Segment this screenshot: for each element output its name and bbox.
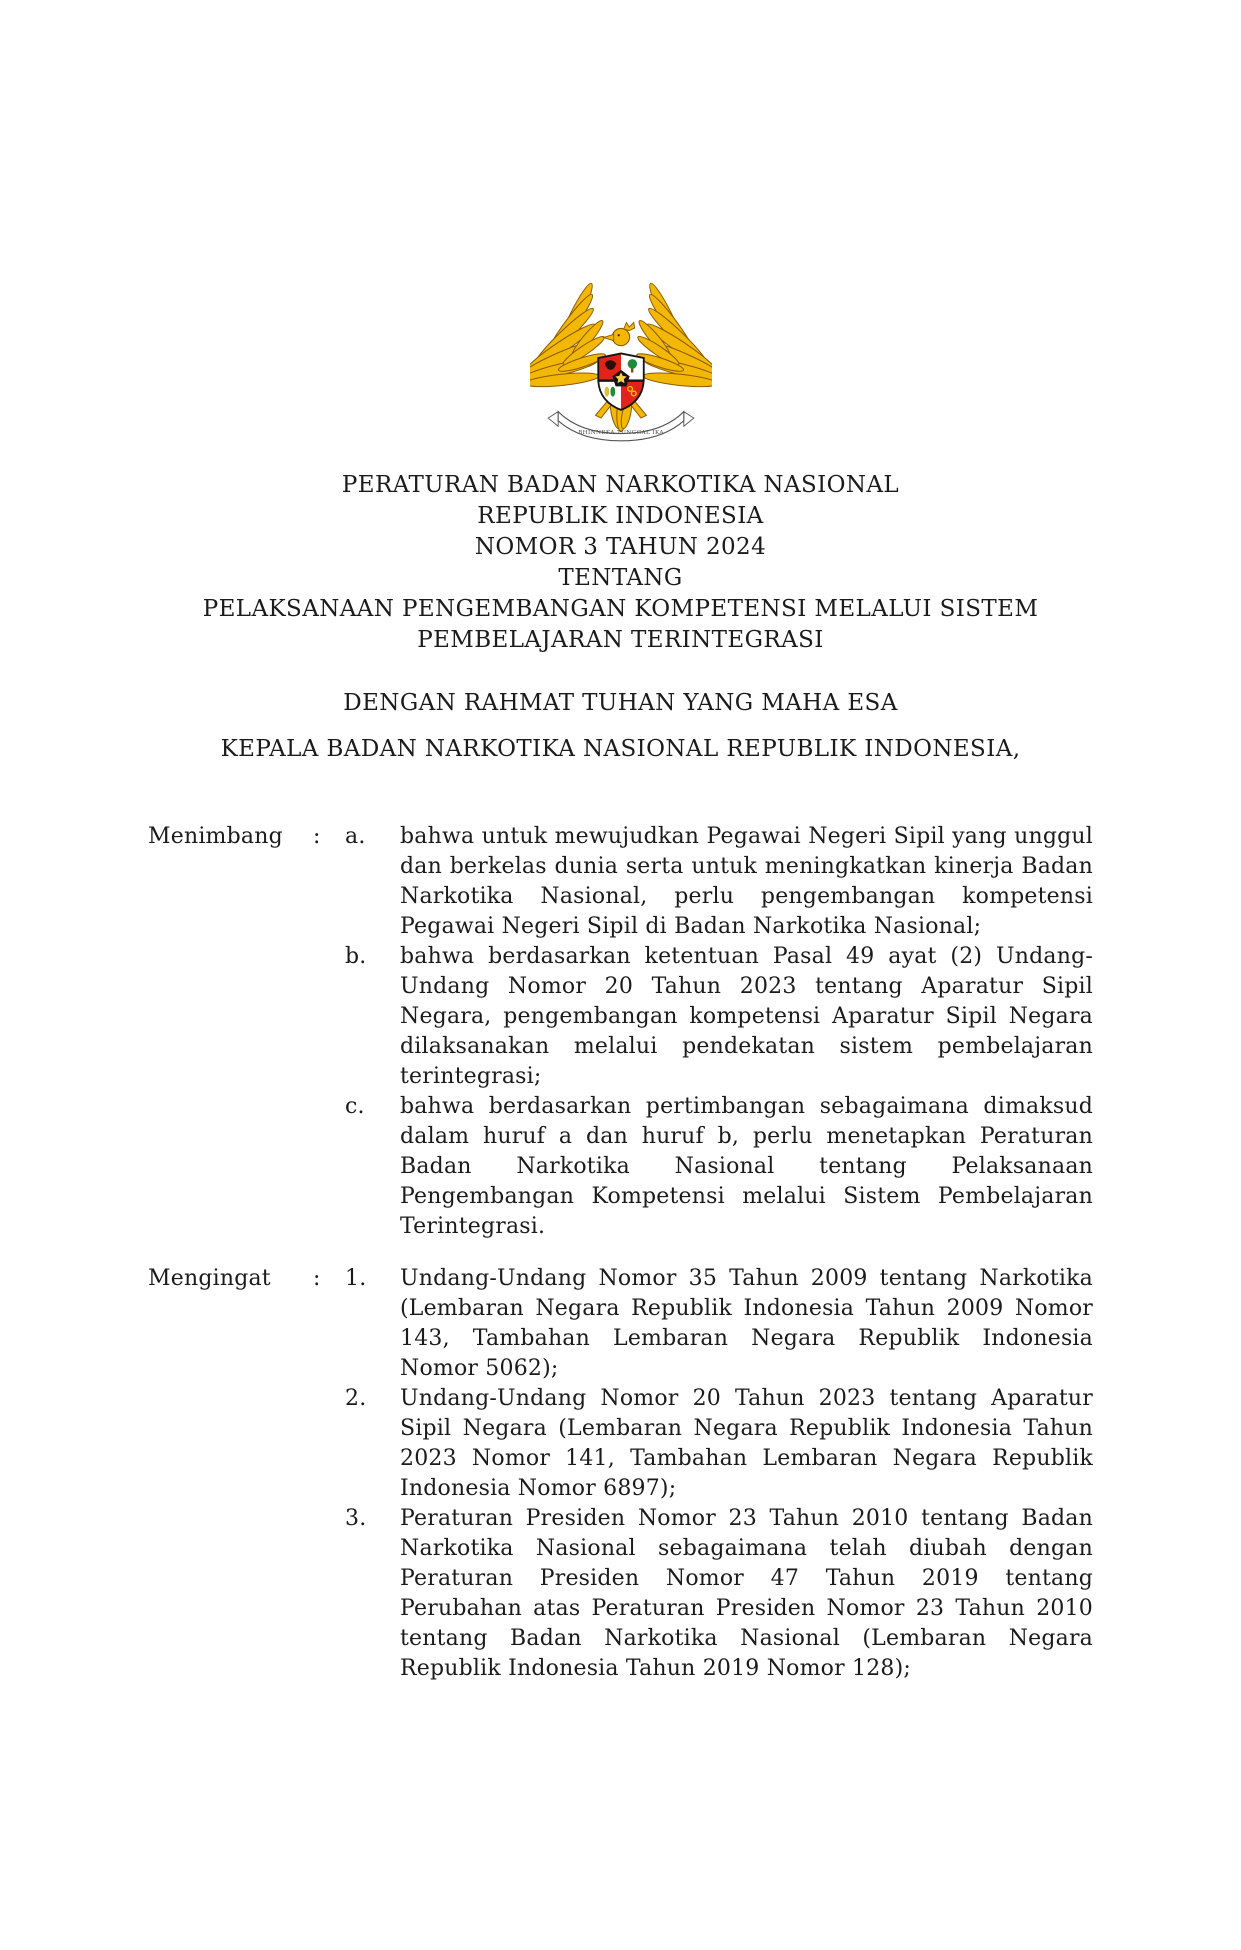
section-label: Mengingat — [148, 1266, 271, 1291]
title-line-regulation: PERATURAN BADAN NARKOTIKA NASIONAL — [341, 472, 900, 498]
invocation-line: DENGAN RAHMAT TUHAN YANG MAHA ESA — [343, 690, 898, 716]
section-menimbang — [148, 822, 1093, 1242]
authority-line: KEPALA BADAN NARKOTIKA NASIONAL REPUBLIK INDONESIA, — [220, 736, 1021, 762]
sections — [148, 822, 1093, 1684]
title-line-tentang: TENTANG — [558, 565, 683, 591]
section-colon: : — [313, 824, 321, 849]
title-line-subject-2: PEMBELAJARAN TERINTEGRASI — [417, 627, 824, 653]
title-line-subject-1: PELAKSANAAN PENGEMBANGAN KOMPETENSI MELALUI SISTEM — [202, 596, 1039, 622]
garuda-left-wing — [530, 281, 607, 389]
list-item-marker: 1. — [345, 1266, 367, 1291]
title-line-number: NOMOR 3 TAHUN 2024 — [474, 534, 767, 560]
list-item-marker: 2. — [345, 1386, 367, 1411]
list-item-text: bahwa berdasarkan pertimbangan sebagaimana dimaksud dalam huruf a dan huruf b, perlu menetapkan Peraturan Badan Narkotika Nasional tentang Pelaksanaan Pengembangan Kompetensi melalui Sistem Pembelajaran Terintegrasi. — [400, 1094, 1093, 1239]
garuda-pancasila-emblem — [530, 276, 712, 460]
list-item-text: Undang-Undang Nomor 35 Tahun 2009 tentang Narkotika (Lembaran Negara Republik Indonesia Tahun 2009 Nomor 143, Tambahan Lembaran Negara Republik Indonesia Nomor 5062); — [400, 1266, 1093, 1381]
list-item-marker: c. — [345, 1094, 365, 1119]
banner-text: BHINNEKA TUNGGAL IKA — [577, 429, 664, 436]
list-item-text: bahwa untuk mewujudkan Pegawai Negeri Sipil yang unggul dan berkelas dunia serta untuk meningkatkan kinerja Badan Narkotika Nasional, perlu pengembangan kompetensi Pegawai Negeri Sipil di Badan Narkotika Nasional; — [400, 824, 1093, 939]
list-item-marker: a. — [345, 824, 366, 849]
pancasila-shield — [597, 352, 644, 412]
list-item-text: Peraturan Presiden Nomor 23 Tahun 2010 tentang Badan Narkotika Nasional sebagaimana telah diubah dengan Peraturan Presiden Nomor 47 Tahun 2019 tentang Perubahan atas Peraturan Presiden Nomor 23 Tahun 2010 tentang Badan Narkotika Nasional (Lembaran Negara Republik Indonesia Tahun 2019 Nomor 128); — [400, 1506, 1093, 1681]
list-item-marker: 3. — [345, 1506, 367, 1531]
list-item-marker: b. — [345, 944, 367, 969]
section-label: Menimbang — [148, 824, 283, 849]
list-item-text: bahwa berdasarkan ketentuan Pasal 49 ayat (2) Undang-Undang Nomor 20 Tahun 2023 tentang Aparatur Sipil Negara, pengembangan kompetensi Aparatur Sipil Negara dilaksanakan melalui pendekatan sistem pembelajaran terintegrasi; — [400, 944, 1093, 1089]
section-mengingat — [148, 1264, 1093, 1684]
garuda-icon — [530, 276, 712, 460]
title-block — [0, 470, 1241, 656]
list-item-text: Undang-Undang Nomor 20 Tahun 2023 tentang Aparatur Sipil Negara (Lembaran Negara Republik Indonesia Tahun 2023 Nomor 141, Tambahan Lembaran Negara Republik Indonesia Nomor 6897); — [400, 1386, 1093, 1501]
title-line-republic: REPUBLIK INDONESIA — [477, 503, 764, 529]
garuda-right-wing — [635, 281, 712, 389]
section-colon: : — [313, 1266, 321, 1291]
